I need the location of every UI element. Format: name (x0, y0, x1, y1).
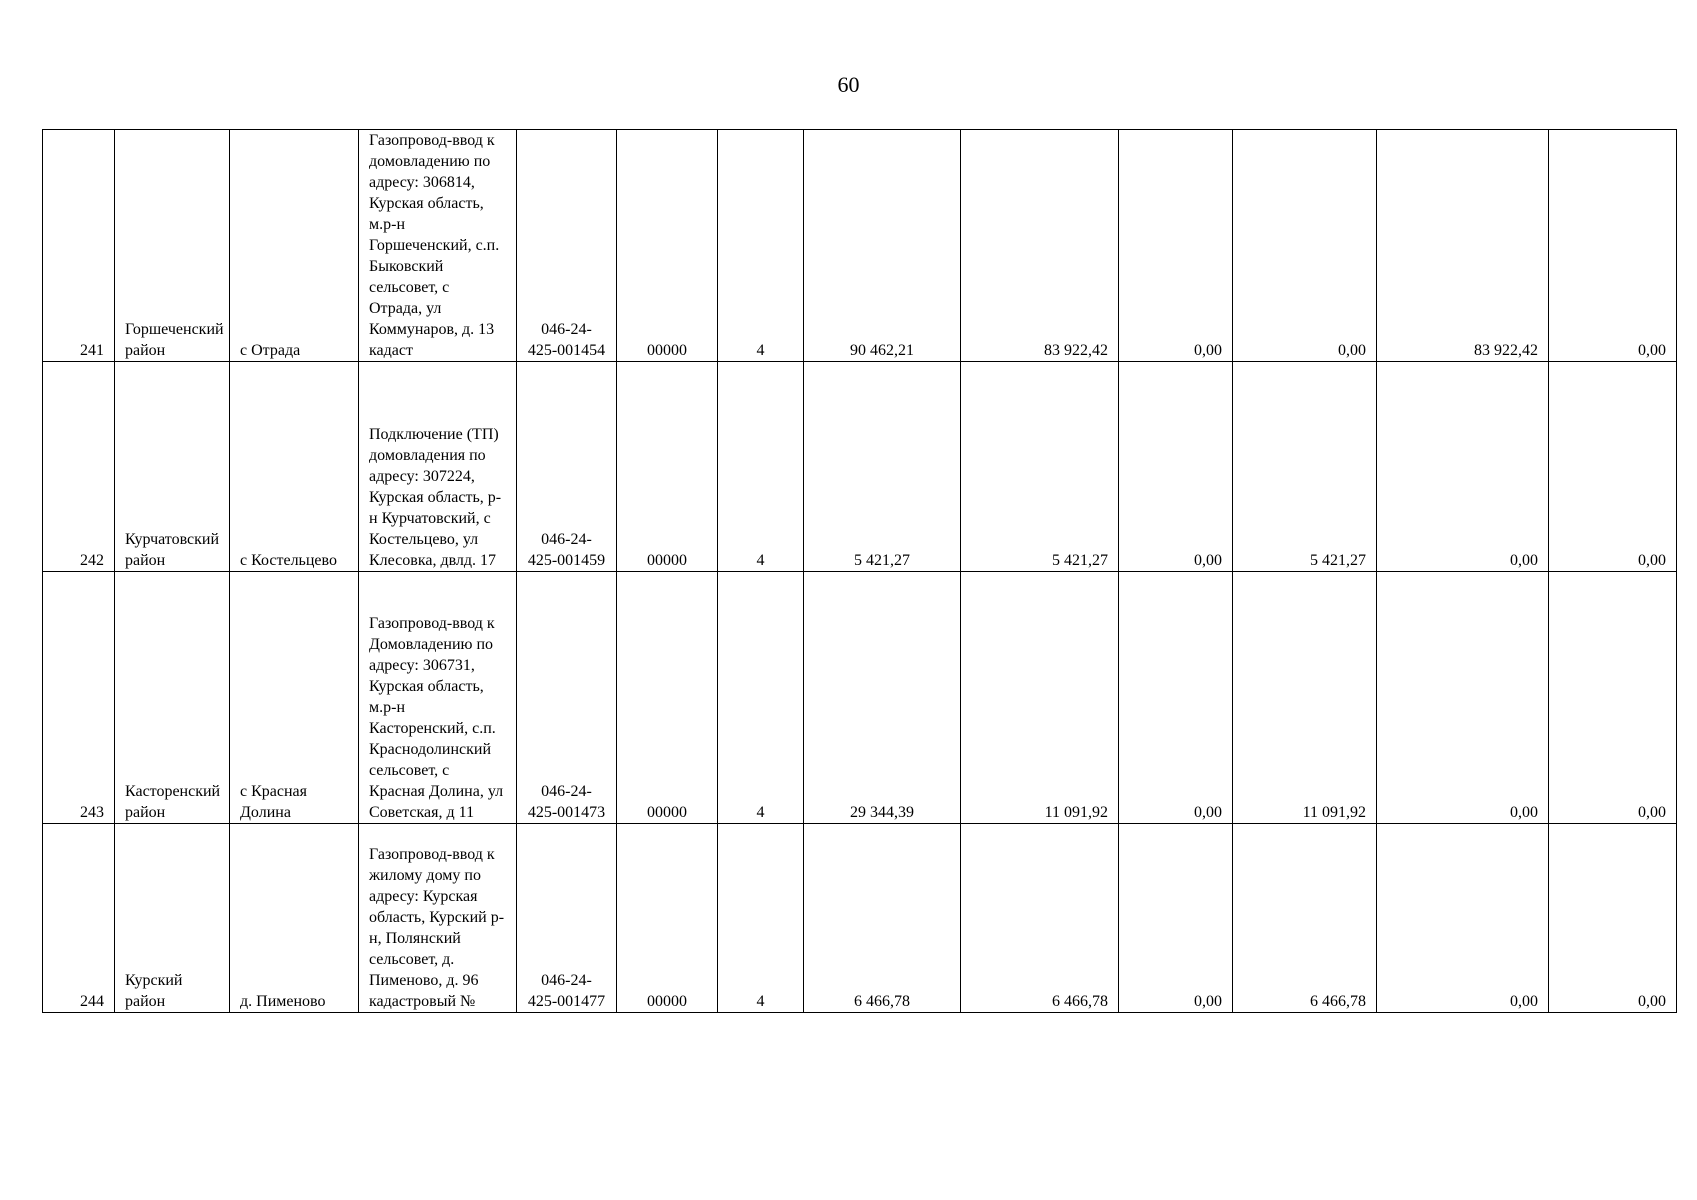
col6-cell: 00000 (617, 362, 718, 572)
row-number: 243 (43, 572, 115, 824)
code-cell: 046-24-425-001459 (517, 362, 617, 572)
object-cell: Газопровод-ввод к домовладению по адресу: 306814, Курская область, м.р-н Горшеченский, с.п. Быковский сельсовет, с Отрада, ул Коммунаров, д. 13 кадаст (359, 130, 517, 362)
col6-cell: 00000 (617, 130, 718, 362)
object-cell: Подключение (ТП) домовладения по адресу: 307224, Курская область, р-н Курчатовский, с Костельцево, ул Клесовка, двлд. 17 (359, 362, 517, 572)
col13-cell: 0,00 (1549, 130, 1677, 362)
col11-cell: 6 466,78 (1233, 824, 1377, 1013)
col9-cell: 11 091,92 (961, 572, 1119, 824)
col8-cell: 6 466,78 (804, 824, 961, 1013)
col9-cell: 83 922,42 (961, 130, 1119, 362)
row-number: 241 (43, 130, 115, 362)
col12-cell: 0,00 (1377, 572, 1549, 824)
locality-cell: с Отрада (230, 130, 359, 362)
col7-cell: 4 (718, 362, 804, 572)
col6-cell: 00000 (617, 824, 718, 1013)
row-number: 242 (43, 362, 115, 572)
col7-cell: 4 (718, 572, 804, 824)
col10-cell: 0,00 (1119, 824, 1233, 1013)
col12-cell: 83 922,42 (1377, 130, 1549, 362)
district-cell: Курский район (115, 824, 230, 1013)
district-cell: Горшеченский район (115, 130, 230, 362)
col8-cell: 5 421,27 (804, 362, 961, 572)
col12-cell: 0,00 (1377, 362, 1549, 572)
table-row (43, 572, 1677, 824)
col7-cell: 4 (718, 130, 804, 362)
locality-cell: с Красная Долина (230, 572, 359, 824)
col10-cell: 0,00 (1119, 572, 1233, 824)
col6-cell: 00000 (617, 572, 718, 824)
col9-cell: 5 421,27 (961, 362, 1119, 572)
col9-cell: 6 466,78 (961, 824, 1119, 1013)
col10-cell: 0,00 (1119, 130, 1233, 362)
locality-cell: д. Пименово (230, 824, 359, 1013)
district-cell: Курчатовский район (115, 362, 230, 572)
col8-cell: 90 462,21 (804, 130, 961, 362)
code-cell: 046-24-425-001477 (517, 824, 617, 1013)
col13-cell: 0,00 (1549, 362, 1677, 572)
code-cell: 046-24-425-001473 (517, 572, 617, 824)
col13-cell: 0,00 (1549, 824, 1677, 1013)
col13-cell: 0,00 (1549, 572, 1677, 824)
col11-cell: 5 421,27 (1233, 362, 1377, 572)
col10-cell: 0,00 (1119, 362, 1233, 572)
data-table (42, 129, 1677, 1013)
district-cell: Касторенский район (115, 572, 230, 824)
locality-cell: с Костельцево (230, 362, 359, 572)
col7-cell: 4 (718, 824, 804, 1013)
col8-cell: 29 344,39 (804, 572, 961, 824)
page-number: 60 (837, 72, 860, 97)
object-cell: Газопровод-ввод к жилому дому по адресу: Курская область, Курский р-н, Полянский сельсовет, д. Пименово, д. 96 кадастровый № (359, 824, 517, 1013)
col11-cell: 11 091,92 (1233, 572, 1377, 824)
col11-cell: 0,00 (1233, 130, 1377, 362)
col12-cell: 0,00 (1377, 824, 1549, 1013)
code-cell: 046-24-425-001454 (517, 130, 617, 362)
table-row (43, 362, 1677, 572)
table-row (43, 130, 1677, 362)
table-row (43, 824, 1677, 1013)
row-number: 244 (43, 824, 115, 1013)
object-cell: Газопровод-ввод к Домовладению по адресу: 306731, Курская область, м.р-н Касторенский, с.п. Краснодолинский сельсовет, с Красная Долина, ул Советская, д 11 (359, 572, 517, 824)
